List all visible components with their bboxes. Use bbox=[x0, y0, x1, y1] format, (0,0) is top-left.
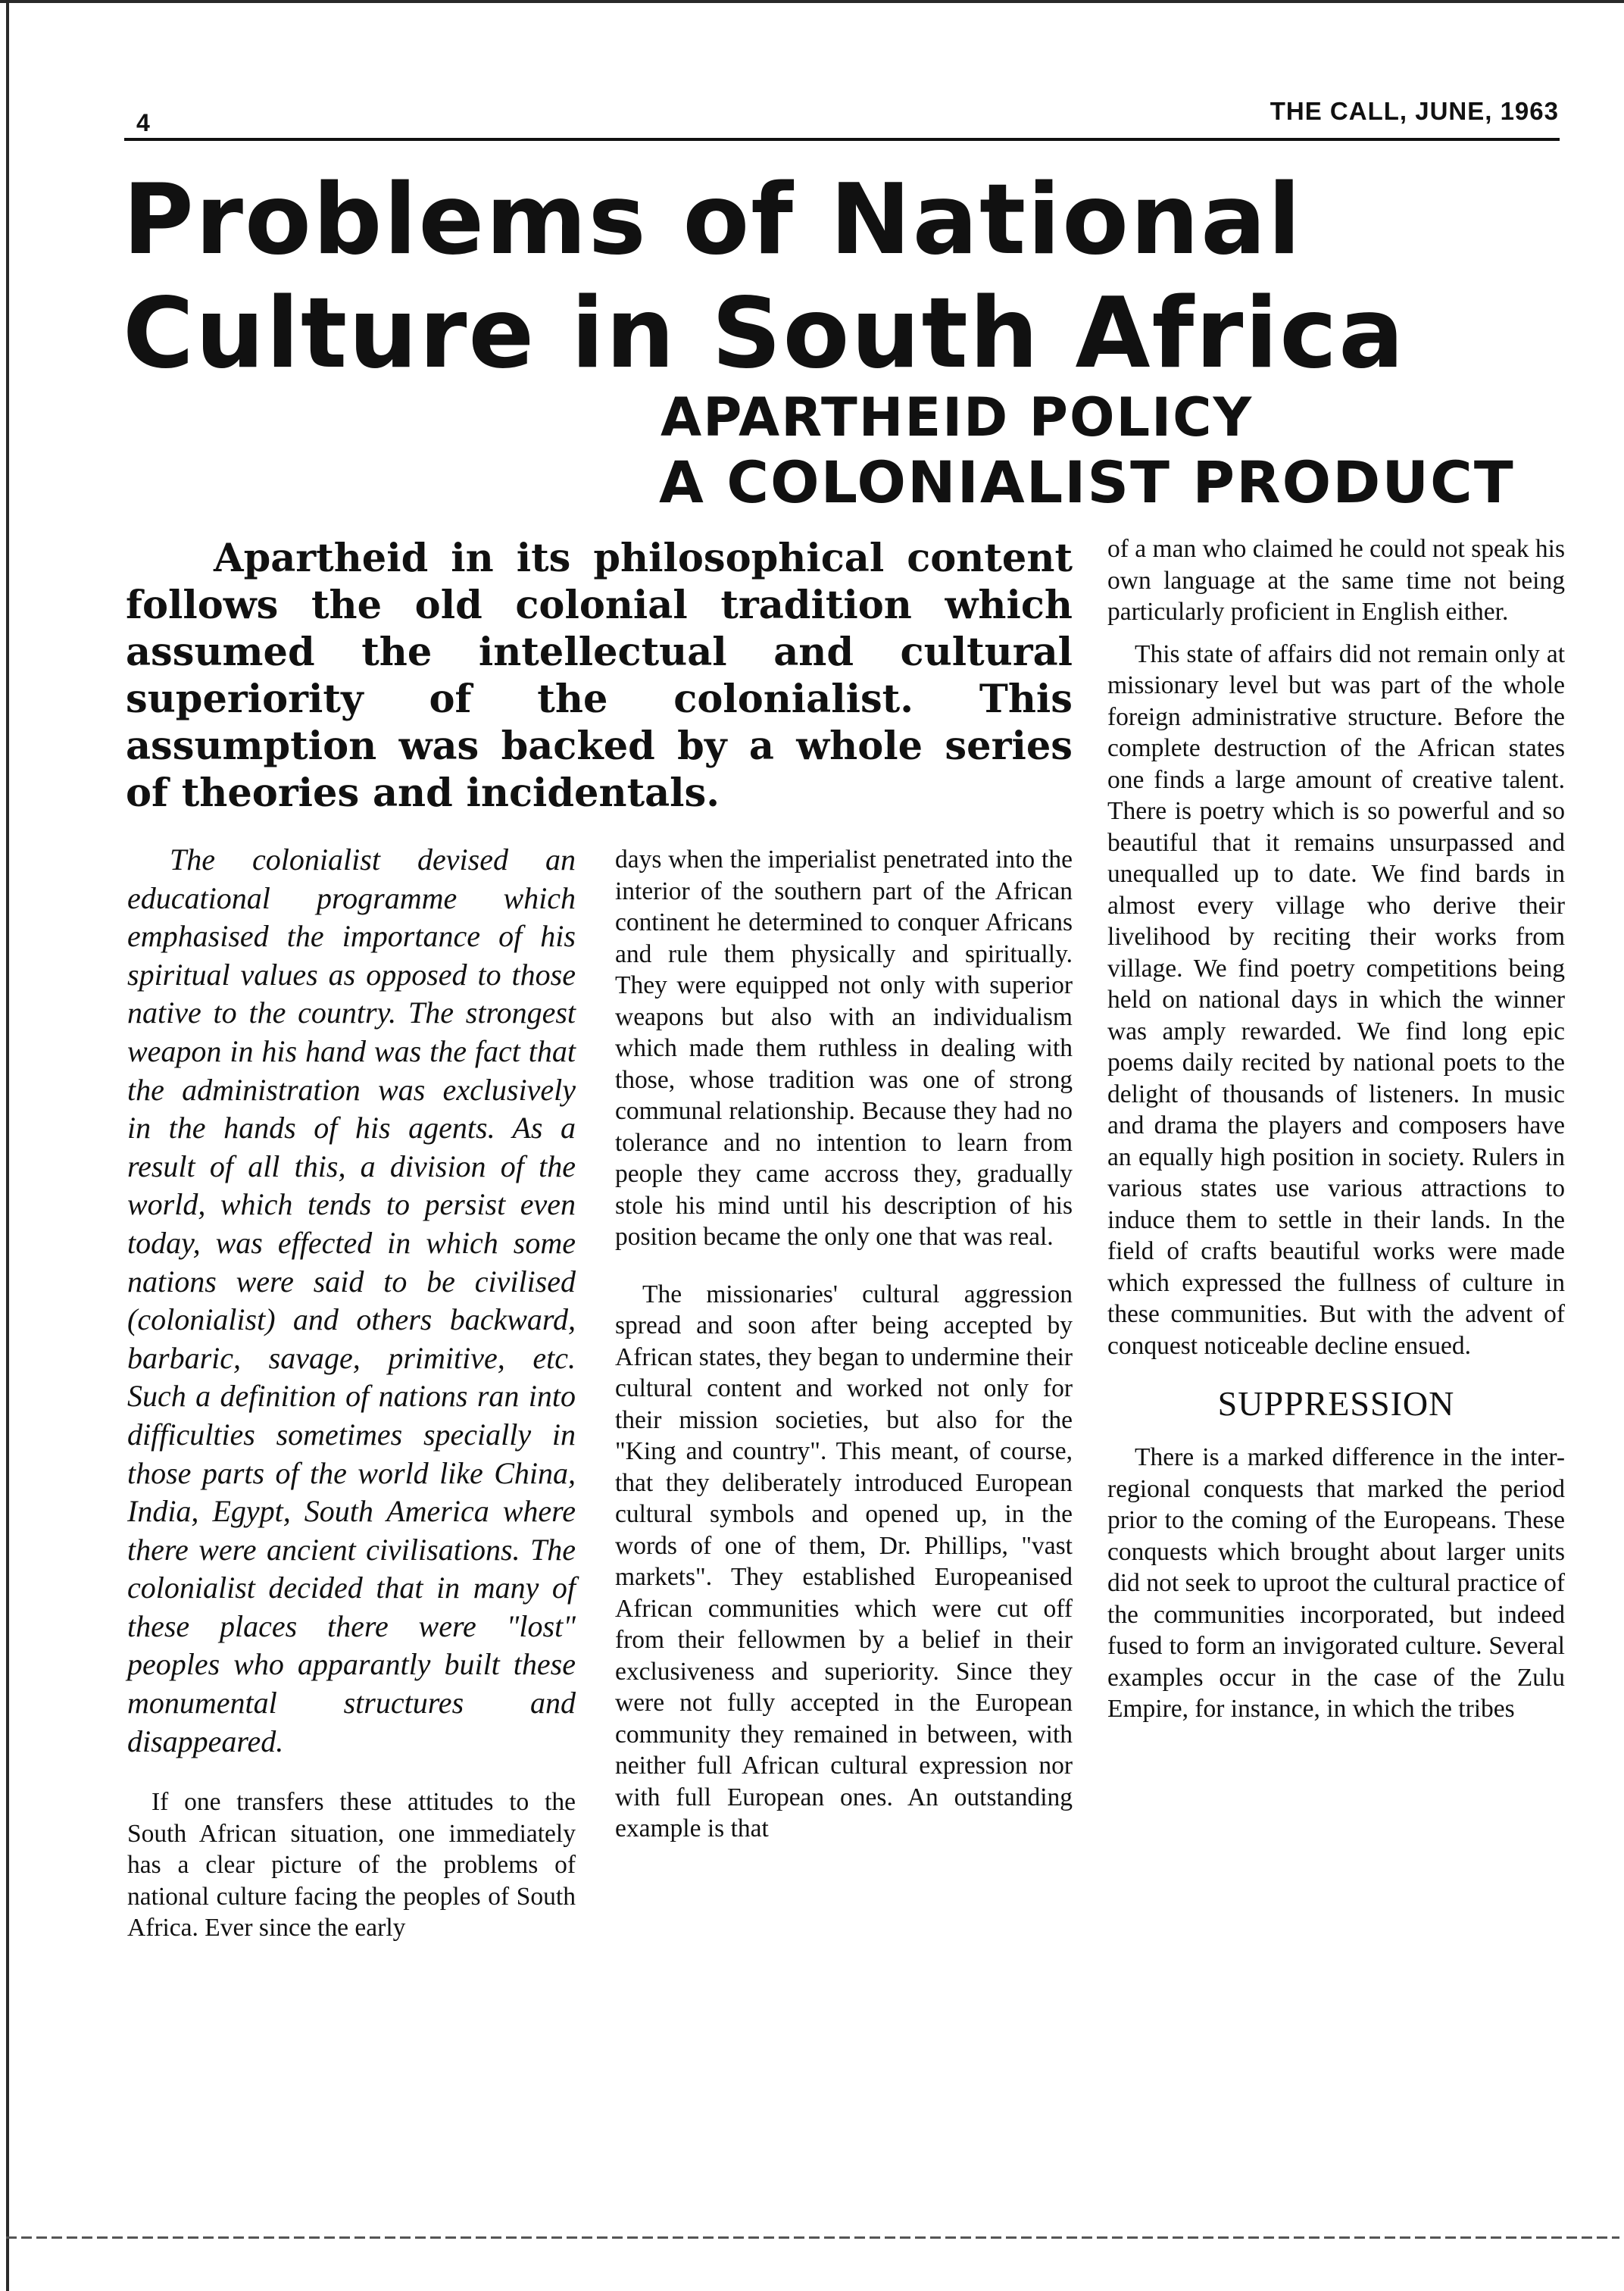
headline bbox=[123, 164, 1562, 391]
column-1-italic-paragraph: The colonialist devised an educational programme which emphasised the importance of his spiritual values as opposed to those native to the country. The strongest weapon in his hand was the fact that the administration was exclusively in the hands of his agents. As a result of all this, a division of the world, which tends to persist even today, was effected in which some nations were said to be civilised (colonialist) and others backward, barbaric, savage, primitive, etc. Such a definition of nations ran into difficulties sometimes specially in those parts of the world like China, India, Egypt, South America where there were ancient civilisations. The colonialist decided that in many of these places there were "lost" peoples who apparantly built these monumental structures and disappeared. bbox=[127, 842, 576, 1758]
page-border-top bbox=[0, 0, 1624, 3]
column-3-paragraph-1: of a man who claimed he could not speak his own language at the same time not being particularly proficient in English either. bbox=[1107, 535, 1565, 626]
column-3-paragraph-2: This state of affairs did not remain only at missionary level but was part of the whole foreign administrative structure. Before the complete destruction of the African states one finds a large amount of creative talent. There is poetry which is so powerful and so beautiful that it remains unsurpassed and unequalled up to date. We find bards in almost every village who derive their livelihood by reciting their works from village. We find poetry competitions being held on national days in which the winner was amply rewarded. We find long epic poems daily recited by national poets to the delight of thousands of listeners. In music and drama the players and composers have an equally high position in society. Rulers in various states use various attractions to induce them to settle in their lands. In the field of crafts beautiful works were made which expressed the fullness of culture in these communities. But with the advent of conquest noticeable decline ensued. bbox=[1107, 639, 1565, 1360]
section-heading-suppression: SUPPRESSION bbox=[1217, 1384, 1455, 1423]
subheadline-line-2: A COLONIALIST PRODUCT bbox=[659, 449, 1515, 516]
article-column-2 bbox=[615, 844, 1073, 1845]
page-border-bottom bbox=[6, 2236, 1619, 2239]
intro-paragraph: Apartheid in its philosophical content follows the old colonial tradition which assumed the intellectual and cultural superiority of the colonialist. This assumption was backed by a whole series of theories and incidentals. bbox=[126, 536, 1073, 816]
column-2-paragraph-1: days when the imperialist penetrated into the interior of the southern part of the African continent he determined to conquer Africans and rule them physically and spiritually. They were equipped not only with superior weapons but also with an individualism which made them ruthless in dealing with those, whose tradition was one of strong communal relationship. Because they had no tolerance and no intention to learn from people they came accross they, gradually stole his mind until his description of his position became the only one that was real. bbox=[615, 845, 1073, 1251]
article-column-3 bbox=[1107, 533, 1565, 1725]
column-1-paragraph-2: If one transfers these attitudes to the South African situation, one immediately has a clear picture of the problems of national culture facing the peoples of South Africa. Ever since the early bbox=[127, 1788, 576, 1943]
headline-line-1: Problems of National bbox=[123, 164, 1303, 277]
subheadline bbox=[659, 385, 1568, 515]
header-rule bbox=[124, 138, 1560, 141]
running-head: THE CALL, JUNE, 1963 bbox=[1270, 97, 1559, 125]
column-2-paragraph-2: The missionaries' cultural aggression spread and soon after being accepted by African states, they began to undermine their cultural content and worked not only for their mission societies, but also for the "King and country". This meant, of course, that they deliberately introduced European cultural symbols and opened up, in the words of one of them, Dr. Phillips, "vast markets". They established Europeanised African communities which were cut off from their fellowmen by a belief in their exclusiveness and superiority. Since they were not fully accepted in the European community they remained in between, with neither full African cultural expression nor with full European ones. An outstanding example is that bbox=[615, 1280, 1073, 1842]
page-border-left bbox=[6, 0, 9, 2291]
article-column-1 bbox=[127, 841, 576, 1944]
headline-line-2: Culture in South Africa bbox=[123, 277, 1406, 390]
column-3-paragraph-3: There is a marked difference in the inter-regional conquests that marked the period prior to the coming of the Europeans. These conquests which brought about larger units did not seek to uproot the cultural practice of the communities incorporated, but indeed fused to form an invigorated culture. Several examples occur in the case of the Zulu Empire, for instance, in which the tribes bbox=[1107, 1443, 1565, 1723]
page-number: 4 bbox=[136, 109, 150, 136]
subheadline-line-1: APARTHEID POLICY bbox=[661, 386, 1254, 449]
